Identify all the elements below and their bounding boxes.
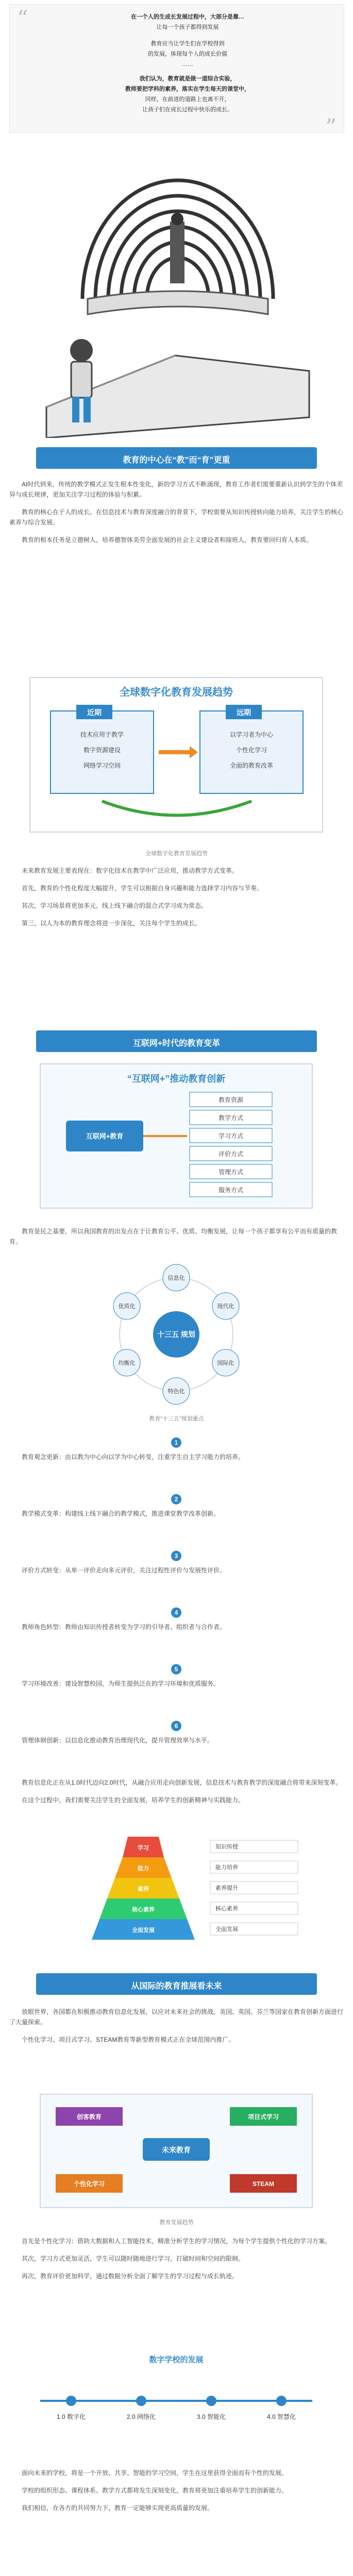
- section-heading-2: [36, 1030, 317, 1052]
- step-number-badge: 1: [171, 1437, 181, 1448]
- section-heading-1: [36, 447, 317, 469]
- paragraph-block-1: [9, 479, 343, 552]
- svg-text:全面的教育改革: 全面的教育改革: [229, 762, 274, 769]
- paragraph: 教育是民之基要，所以我国教育的出发点在于让教育公平、优质、均衡发展，让每一个孩子都享有公平而有质量的教育。: [9, 1228, 338, 1245]
- diagram-caption: 教育“十三五”规划重点: [149, 1416, 204, 1422]
- paragraph: 面向未来的学校，将是一个开放、共享、智能的学习空间，学生在这里获得全面而有个性的发展。: [22, 2469, 288, 2477]
- svg-text:知识传授: 知识传授: [215, 1844, 238, 1850]
- svg-text:现代化: 现代化: [217, 1303, 234, 1310]
- svg-text:3.0 智能化: 3.0 智能化: [196, 2413, 226, 2420]
- svg-text:服务方式: 服务方式: [218, 1187, 244, 1194]
- svg-text:信息化: 信息化: [167, 1275, 185, 1281]
- svg-text:远期: 远期: [237, 708, 251, 717]
- svg-text:网络学习空间: 网络学习空间: [83, 762, 121, 769]
- quote-line: 的发展，体现每个人的成长价值: [148, 51, 227, 57]
- quote-line: 让每一个孩子都得到发展: [156, 24, 219, 30]
- section-title: 从国际的教育推展看未来: [131, 1982, 222, 1991]
- competency-pyramid: [9, 1834, 343, 1953]
- five-year-plan-diagram: [9, 1262, 343, 1412]
- paragraph: 其次，学习场景将更加多元，线上线下融合的混合式学习成为常态。: [22, 902, 208, 909]
- paragraph: 教育的核心在于人的成长。在信息技术与教育深度融合的背景下，学校需要从知识传授转向能力培养，关注学生的核心素养与综合发展。: [9, 509, 344, 526]
- step-number-badge: 2: [171, 1494, 181, 1504]
- paragraph: 其次，学习方式更加灵活，学生可以随时随地进行学习，打破时间和空间的限制。: [22, 2255, 245, 2262]
- step-text: 管理体制创新：以信息化推动教育治理现代化，提升管理效率与水平。: [22, 1737, 214, 1744]
- svg-text:个性化学习: 个性化学习: [236, 747, 267, 754]
- svg-text:近期: 近期: [87, 708, 102, 717]
- diagram-caption: 教育发展趋势: [159, 2219, 194, 2226]
- svg-text:“互联网+”推动教育创新: “互联网+”推动教育创新: [127, 1074, 226, 1084]
- intro-quote-box: [9, 4, 344, 140]
- paragraph-block-4: [9, 1777, 343, 1812]
- svg-text:十三五 规划: 十三五 规划: [157, 1330, 195, 1338]
- future-education-diagram: [9, 2092, 343, 2215]
- section-title: 教育的中心在“教”而“育”更重: [123, 456, 230, 465]
- svg-text:4.0 智慧化: 4.0 智慧化: [266, 2413, 296, 2420]
- diagram-caption: 全球数字化教育发展趋势: [145, 851, 208, 857]
- global-trends-diagram: [9, 675, 343, 845]
- paragraph: 教育的根本任务是立德树人，培养德智体美劳全面发展的社会主义建设者和接班人，教育要回归育人本质。: [22, 536, 313, 544]
- svg-text:教育资源: 教育资源: [218, 1096, 244, 1104]
- quote-line: 在一个人的生成长发展过程中，大部分是靠…: [131, 14, 244, 20]
- paragraph-block-7: [9, 2468, 343, 2520]
- step-number-badge: 5: [171, 1664, 181, 1674]
- svg-text:学习: 学习: [138, 1845, 149, 1851]
- step-text: 学习环境改善：建设智慧校园，为师生提供泛在的学习环境和优质服务。: [22, 1680, 220, 1687]
- svg-text:技术应用于教学: 技术应用于教学: [80, 731, 124, 738]
- svg-text:素养提升: 素养提升: [215, 1885, 238, 1891]
- close-quote-mark: ”: [325, 114, 337, 140]
- svg-text:STEAM: STEAM: [253, 2180, 274, 2188]
- digital-school-timeline: [9, 2349, 343, 2452]
- svg-text:素养: 素养: [138, 1886, 149, 1892]
- paragraph: 学校的组织形态、课程体系、教学方式都将发生深刻变化，教育将更加注重培养学生的创新能力。: [22, 2487, 288, 2494]
- quote-line: 教育应当让学生们在学校得到: [150, 41, 225, 47]
- intro-quote-text: [82, 12, 293, 115]
- internet-plus-diagram: [9, 1061, 343, 1216]
- svg-text:互联网+教育: 互联网+教育: [86, 1132, 124, 1140]
- svg-text:1.0 数字化: 1.0 数字化: [56, 2413, 86, 2420]
- svg-text:国际化: 国际化: [217, 1360, 234, 1366]
- svg-text:均衡化: 均衡化: [118, 1360, 136, 1366]
- step-text: 教学模式变革：构建线上线下融合的教学模式，推进课堂教学改革创新。: [22, 1510, 220, 1517]
- svg-text:核心素养: 核心素养: [132, 1907, 155, 1913]
- quote-line: 让孩子们在成长过程中快乐的成长。: [142, 107, 233, 113]
- paragraph: 个性化学习、项目式学习、STEAM教育等新型教育模式正在全球范围内推广。: [22, 2036, 235, 2043]
- svg-text:数字学校的发展: 数字学校的发展: [149, 2355, 204, 2364]
- paragraph: 放眼世界，各国都在积极推动教育信息化发展，以应对未来社会的挑战。美国、英国、芬兰等国家在教育创新方面进行了大量探索。: [9, 2008, 344, 2026]
- paragraph-block-6: [9, 2236, 343, 2289]
- svg-text:未来教育: 未来教育: [162, 2146, 191, 2154]
- svg-text:评价方式: 评价方式: [218, 1150, 244, 1158]
- svg-text:全面发展: 全面发展: [132, 1927, 155, 1934]
- paragraph: 教育信息化正在从1.0时代迈向2.0时代，从融合应用走向创新发展，信息技术与教育教学的深度融合将带来深刻变革。: [22, 1779, 342, 1786]
- svg-text:以学习者为中心: 以学习者为中心: [229, 731, 274, 738]
- quote-line: 我们认为，教育就是做一道综合实验，: [139, 76, 236, 82]
- section-heading-3: [36, 1973, 317, 1995]
- paragraph: 首先是个性化学习：借助大数据和人工智能技术，精准分析学生的学习情况，为每个学生提供个性化的学习方案。: [22, 2238, 331, 2245]
- step-number-badge: 4: [171, 1607, 181, 1618]
- svg-text:核心素养: 核心素养: [215, 1906, 238, 1912]
- svg-text:能力: 能力: [138, 1866, 149, 1872]
- svg-text:个性化学习: 个性化学习: [73, 2180, 105, 2188]
- paragraph: 第三，以人为本的教育理念将进一步深化，关注每个学生的成长。: [22, 920, 201, 927]
- paragraph: 我们相信，在各方的共同努力下，教育一定能够实现更高质量的发展。: [22, 2504, 214, 2512]
- section-title: 互联网+时代的教育变革: [132, 1039, 221, 1048]
- svg-text:创客教育: 创客教育: [76, 2113, 102, 2121]
- step-number-badge: 6: [171, 1721, 181, 1731]
- open-quote-mark: “: [17, 6, 28, 31]
- svg-text:全面发展: 全面发展: [215, 1926, 238, 1933]
- step-text: 教师角色转型：教师由知识传授者转变为学习的引导者、组织者与合作者。: [22, 1623, 226, 1631]
- paragraph: 在这个过程中，我们需要关注学生的全面发展，培养学生的创新精神与实践能力。: [22, 1797, 245, 1804]
- hero-illustration: [41, 129, 312, 438]
- quote-line: 教师要把学科的素养，落实在学生每天的课堂中，: [125, 86, 250, 92]
- quote-line: ……: [182, 61, 193, 67]
- paragraph: AI时代到来，传统的教学模式正发生根本性变化，新的学习方式不断涌现，教育工作者们需要重新认识到学生的个体差异与成长规律，更加关注学习过程的体验与积累。: [9, 481, 343, 498]
- paragraph-block-3: [9, 1226, 343, 1254]
- svg-text:学习方式: 学习方式: [218, 1132, 244, 1140]
- svg-text:优质化: 优质化: [118, 1303, 136, 1310]
- svg-text:数字资源建设: 数字资源建设: [83, 747, 121, 754]
- svg-text:管理方式: 管理方式: [218, 1168, 244, 1176]
- paragraph-block-2: [9, 866, 343, 936]
- svg-text:2.0 网络化: 2.0 网络化: [126, 2413, 156, 2420]
- svg-text:教学方式: 教学方式: [218, 1114, 244, 1122]
- svg-text:项目式学习: 项目式学习: [247, 2113, 279, 2121]
- quote-line: 同样，在前进的道路上也离不开，: [145, 96, 230, 103]
- step-text: 教育观念更新：由以教为中心向以学为中心转变，注重学生自主学习能力的培养。: [22, 1453, 245, 1461]
- svg-text:特色化: 特色化: [167, 1388, 185, 1395]
- paragraph-block-5: [9, 2007, 343, 2052]
- step-number-badge: 3: [171, 1551, 181, 1561]
- paragraph: 再次，教育评价更加科学，通过数据分析全面了解学生的学习过程与成长轨迹。: [22, 2273, 239, 2280]
- svg-text:能力培养: 能力培养: [215, 1865, 238, 1871]
- diagram-title: 全球数字化教育发展趋势: [120, 687, 233, 698]
- step-text: 评价方式转变：从单一评价走向多元评价，关注过程性评价与发展性评价。: [22, 1567, 226, 1574]
- paragraph: 未来教育发展主要表现在：数字化技术在教学中广泛应用，推动教学方式变革。: [22, 867, 239, 874]
- paragraph: 首先，教育的个性化程度大幅提升，学生可以根据自身兴趣和能力选择学习内容与节奏。: [22, 885, 263, 892]
